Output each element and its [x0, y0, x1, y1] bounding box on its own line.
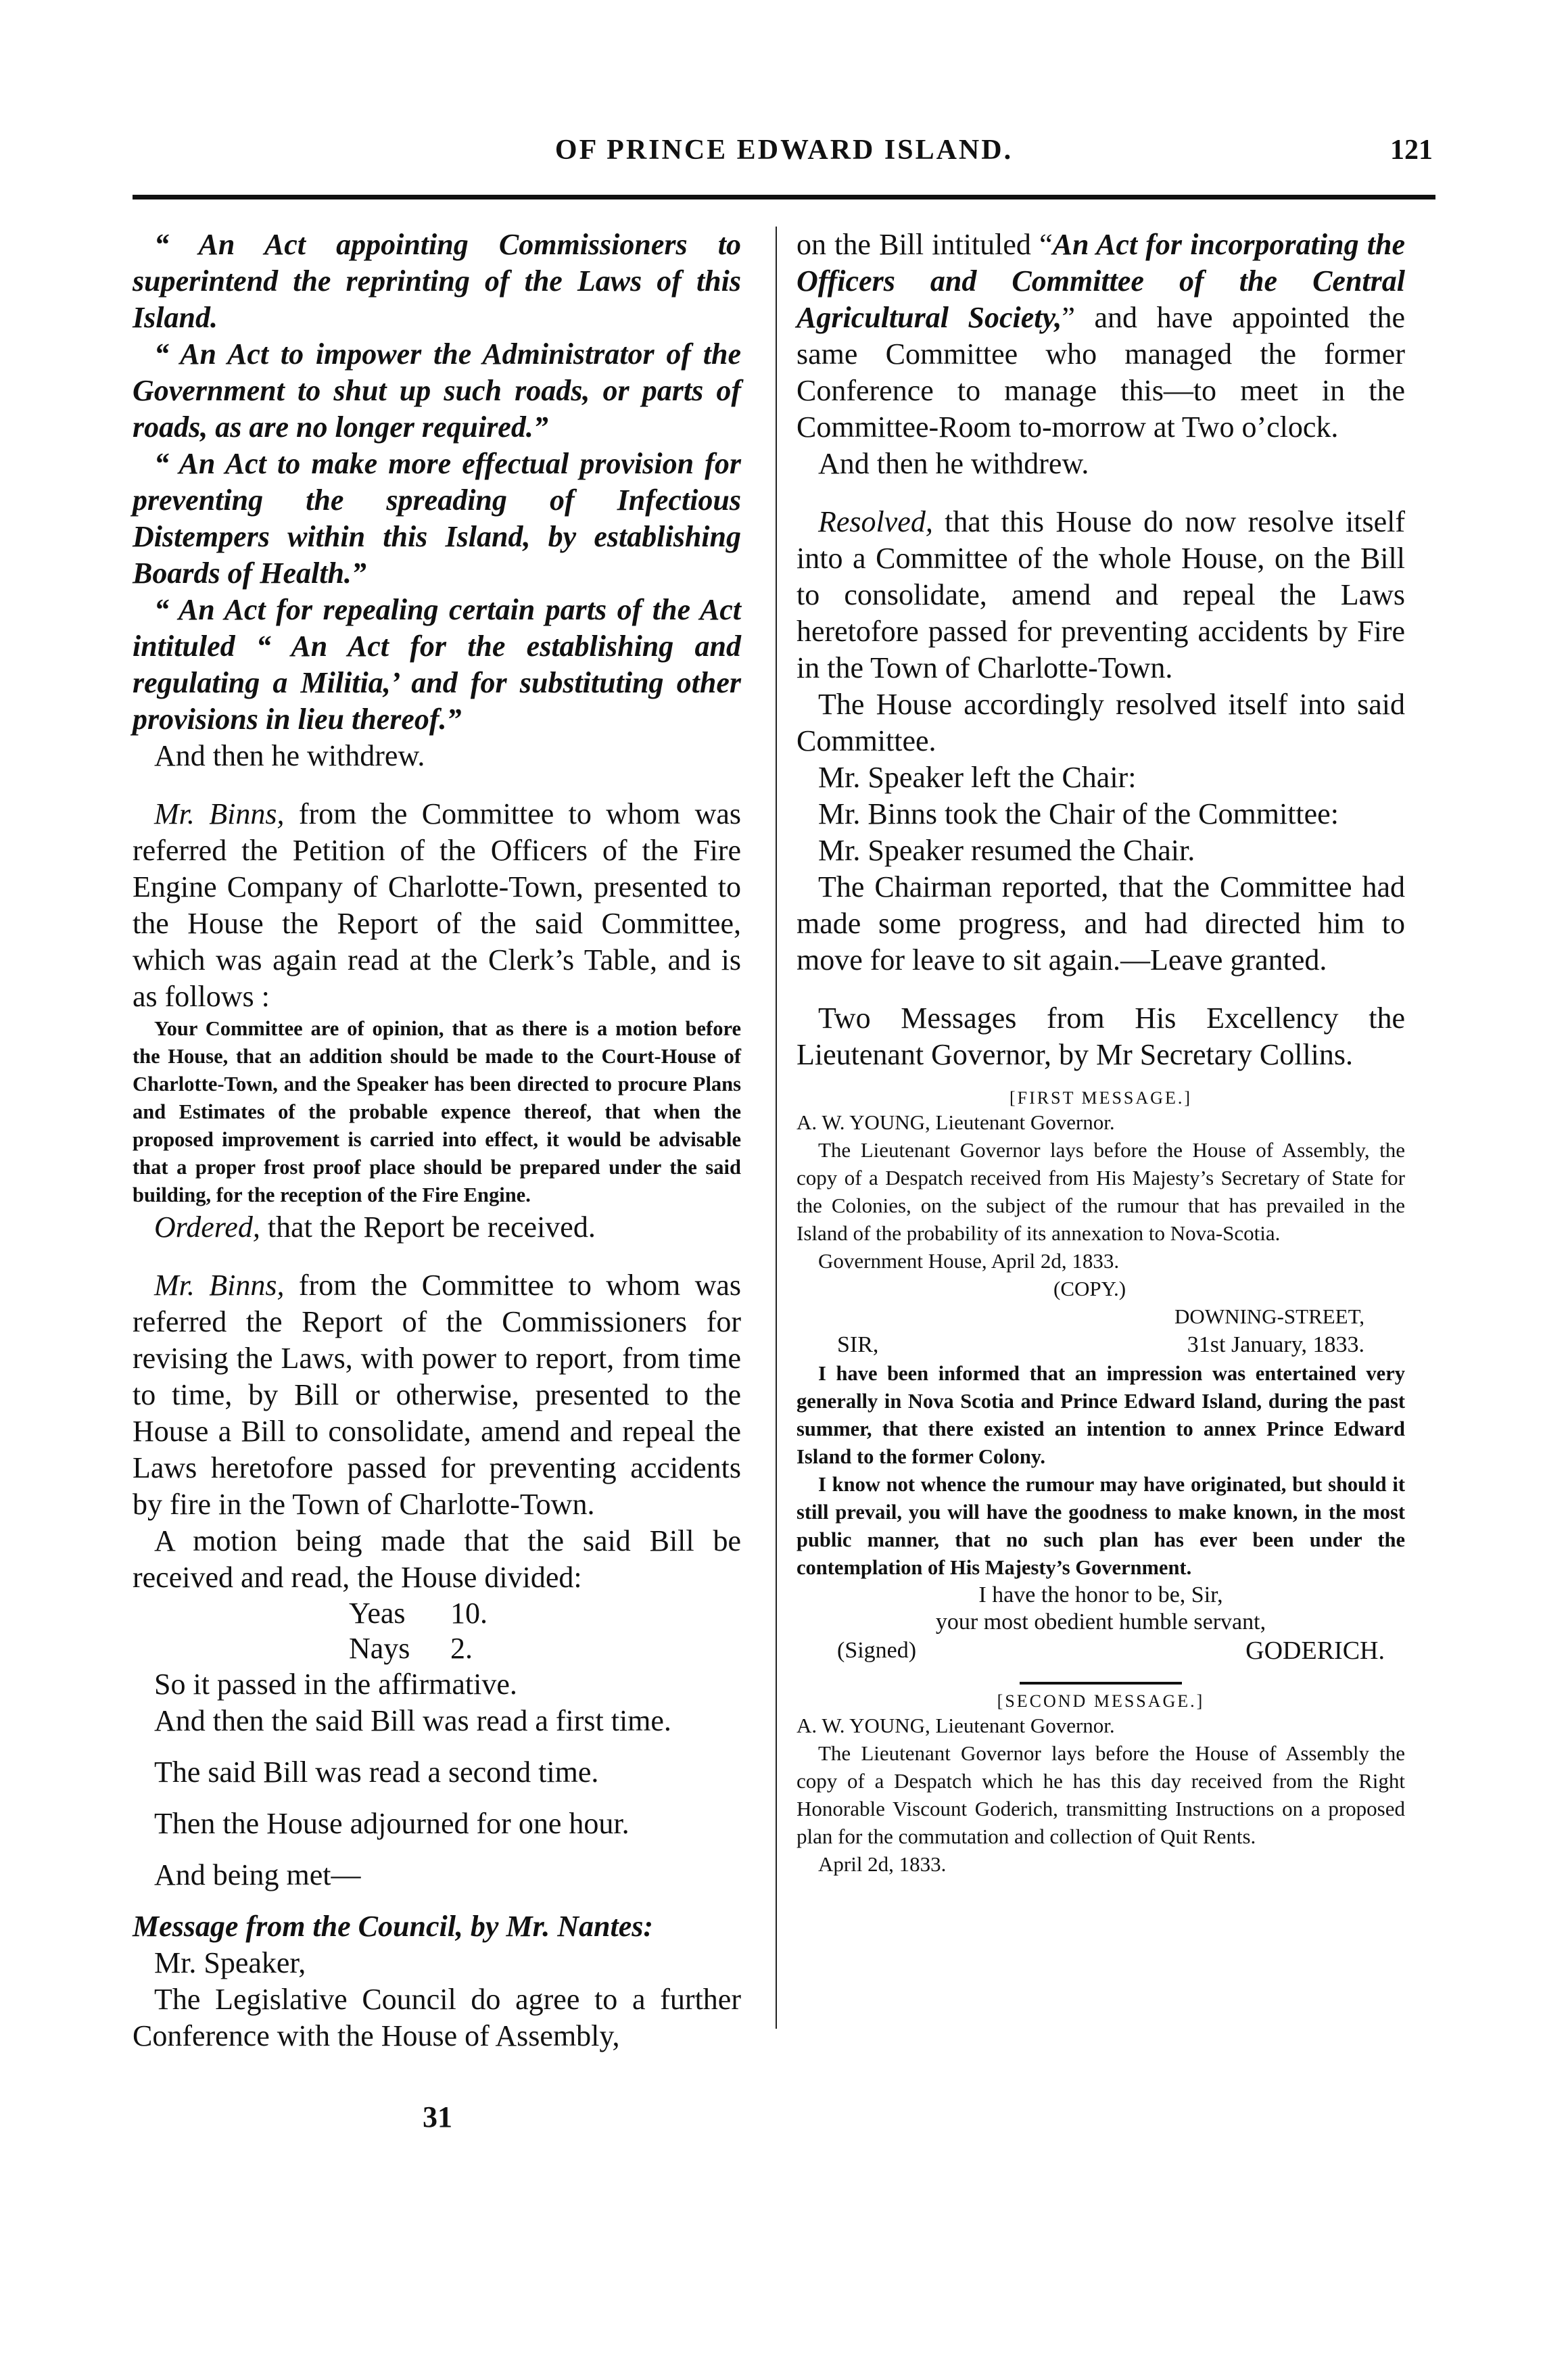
yeas-value: 10.	[450, 1597, 488, 1630]
message-separator	[1020, 1682, 1182, 1685]
binns-bill-paragraph	[133, 1267, 741, 1523]
binns-name: Mr. Binns,	[154, 797, 285, 830]
governor-signature-2: A. W. YOUNG, Lieutenant Governor.	[797, 1714, 1115, 1737]
committee-report: Your Committee are of opinion, that as there is a motion before the House, that an addition should be made to the Court-House of Charlotte-Town, and the Speaker has been directed to procure Plans and Estimates of the probable expence thereof, that when the proposed improvement is carried into effect, it would be advisable that a proper frost proof place should be prepared under the said building, for the reception of the Fire Engine.	[133, 1017, 741, 1206]
conference-text-b: ” and have appointed the same Committee who managed the former Conference to manage this—to meet in the Committee-Room to-morrow at Two o’clock.	[797, 301, 1405, 444]
signed-label: (Signed)	[837, 1638, 917, 1663]
being-met-line: And being met—	[154, 1858, 361, 1891]
honor-line: I have the honor to be, Sir,	[978, 1582, 1223, 1607]
two-messages-heading: Two Messages from His Excellency the Lieutenant Governor, by Mr Secretary Collins.	[797, 1002, 1405, 1071]
running-head	[135, 134, 1433, 181]
motion-paragraph: A motion being made that the said Bill be received and read, the House divided:	[133, 1524, 741, 1594]
governor-signature-1: A. W. YOUNG, Lieutenant Governor.	[797, 1110, 1115, 1134]
binns-name-2: Mr. Binns,	[154, 1269, 285, 1302]
binns-report-text: from the Committee to whom was referred the Petition of the Officers of the Fire Engine Company of Charlotte-Town, presented to the House the Report of the said Committee, which was again read at the Clerk’s Table, and is as follows :	[133, 797, 741, 1013]
binns-report-paragraph	[133, 796, 741, 1015]
second-reading-line: The said Bill was read a second time.	[154, 1756, 599, 1789]
yeas-label: Yeas	[349, 1597, 406, 1630]
binns-chair-line: Mr. Binns took the Chair of the Committee:	[818, 797, 1339, 830]
act-title-1: “ An Act appointing Commissioners to superintend the reprinting of the Laws of this Island.	[133, 228, 741, 334]
column-divider	[776, 227, 777, 2029]
act-title-3: “ An Act to make more effectual provision for preventing the spreading of Infectious Distempers within this Island, by establishing Boards of Health.”	[133, 447, 741, 590]
ordered-word: Ordered,	[154, 1210, 260, 1244]
second-message-label: [SECOND MESSAGE.]	[997, 1691, 1205, 1711]
resolved-paragraph	[797, 504, 1405, 686]
ordered-line	[133, 1209, 741, 1246]
second-message-text: The Lieutenant Governor lays before the House of Assembly the copy of a Despatch which he has this day received from the Right Honorable Viscount Goderich, transmitting Instructions on a proposed plan for the commutation and collection of Quit Rents.	[797, 1741, 1405, 1848]
conference-text-a: on the Bill intituled “	[797, 228, 1053, 261]
letter-paragraph-2: I know not whence the rumour may have originated, but should it still prevail, you will have the goodness to make known, in the most public manner, that no such plan has ever been under the contemplation of His Majesty’s Government.	[797, 1473, 1405, 1579]
page-number: 121	[1390, 135, 1433, 166]
signed-row	[797, 1636, 1405, 1666]
copy-label: (COPY.)	[1053, 1277, 1126, 1300]
withdrew-line-2: And then he withdrew.	[818, 447, 1089, 480]
goderich-signature: GODERICH.	[1245, 1637, 1385, 1665]
first-message-date: Government House, April 2d, 1833.	[818, 1249, 1120, 1273]
first-reading-line: And then the said Bill was read a first time.	[154, 1704, 671, 1737]
ordered-text: that the Report be received.	[260, 1210, 596, 1244]
right-column	[797, 227, 1405, 1878]
left-column	[133, 227, 741, 2054]
vote-nays	[133, 1631, 741, 1666]
page-title: OF PRINCE EDWARD ISLAND.	[554, 135, 1014, 166]
servant-line: your most obedient humble servant,	[935, 1609, 1266, 1634]
vote-yeas	[133, 1596, 741, 1631]
speaker-left-line: Mr. Speaker left the Chair:	[818, 761, 1137, 794]
act-title-4: “ An Act for repealing certain parts of the Act intituled “ An Act for the establishing and regulating a Militia,’ and for substituting other provisions in lieu thereof.”	[133, 593, 741, 736]
first-message-text: The Lieutenant Governor lays before the House of Assembly, the copy of a Despatch received from His Majesty’s Secretary of State for the Colonies, on the subject of the rumour that has prevailed in the Island of the probability of its annexation to Nova-Scotia.	[797, 1138, 1405, 1245]
signature-mark: 31	[423, 2100, 452, 2134]
downing-street: DOWNING-STREET,	[1174, 1304, 1364, 1328]
conference-paragraph	[797, 227, 1405, 446]
letter-date: 31st January, 1833.	[1187, 1332, 1364, 1357]
conference-act-title: An Act for incorporating the Officers and Committee of the Central Agricultural Society,	[797, 228, 1405, 334]
second-message-date: April 2d, 1833.	[818, 1852, 947, 1876]
chairman-reported-line: The Chairman reported, that the Committee had made some progress, and had directed him to move for leave to sit again.—Leave granted.	[797, 870, 1405, 976]
binns-bill-text: from the Committee to whom was referred the Report of the Commissioners for revising the Laws, with power to report, from time to time, by Bill or otherwise, presented to the House a Bill to consolidate, amend and repeal the Laws heretofore passed for preventing accidents by fire in the Town of Charlotte-Town.	[133, 1269, 741, 1521]
nays-label: Nays	[349, 1632, 410, 1665]
letter-paragraph-1: I have been informed that an impression was entertained very generally in Nova Scotia and Prince Edward Island, during the past summer, that there existed an intention to annex Prince Edward Island to the former Colony.	[797, 1362, 1405, 1468]
first-message-label: [FIRST MESSAGE.]	[1009, 1088, 1192, 1108]
sir-date-row	[797, 1330, 1405, 1360]
council-message-heading: Message from the Council, by Mr. Nantes:	[133, 1910, 654, 1943]
adjourned-line: Then the House adjourned for one hour.	[154, 1807, 629, 1840]
act-title-2: “ An Act to impower the Administrator of the Government to shut up such roads, or parts of roads, as are no longer required.”	[133, 337, 741, 444]
header-rule	[133, 195, 1435, 199]
house-resolved-line: The House accordingly resolved itself into said Committee.	[797, 688, 1405, 757]
nays-value: 2.	[450, 1632, 473, 1665]
resolved-text: that this House do now resolve itself into a Committee of the whole House, on the Bill to consolidate, amend and repeal the Laws heretofore passed for preventing accidents by Fire in the Town of Charlotte-Town.	[797, 505, 1405, 684]
speaker-resumed-line: Mr. Speaker resumed the Chair.	[818, 834, 1195, 867]
resolved-word: Resolved,	[818, 505, 933, 538]
council-message-text: The Legislative Council do agree to a further Conference with the House of Assembly,	[133, 1983, 741, 2052]
salutation: Mr. Speaker,	[154, 1946, 306, 1979]
sir-salutation: SIR,	[837, 1332, 879, 1357]
withdrew-line: And then he withdrew.	[154, 739, 425, 772]
affirmative-line: So it passed in the affirmative.	[154, 1668, 517, 1701]
